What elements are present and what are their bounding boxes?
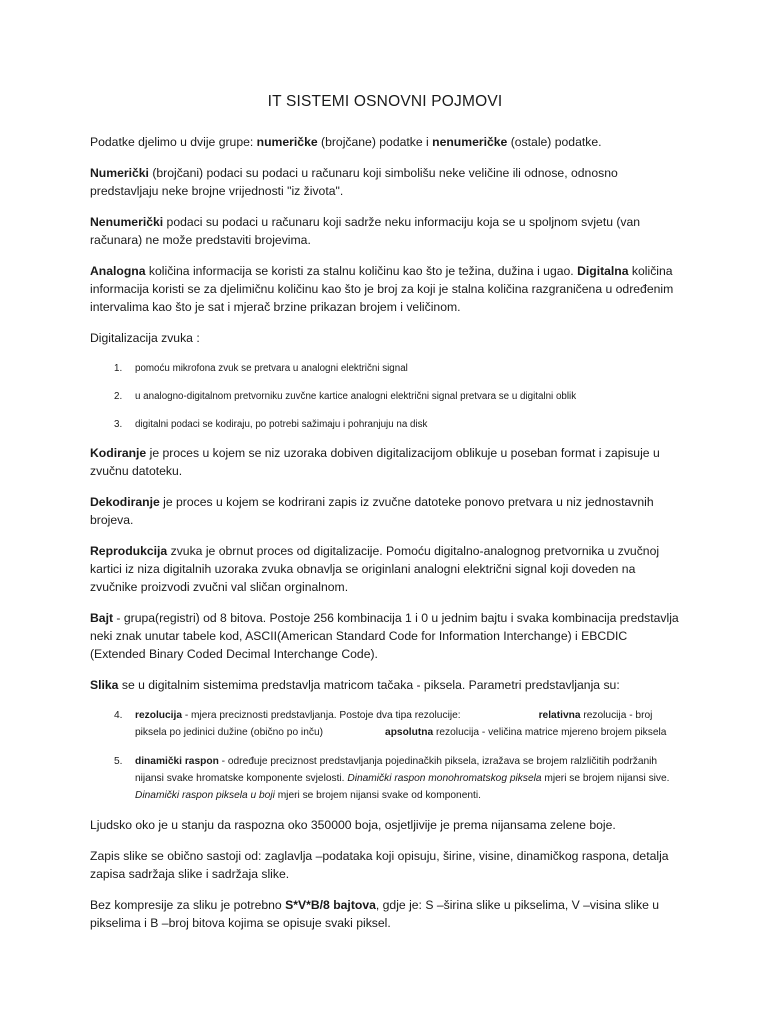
- text: je proces u kojem se kodrirani zapis iz zvučne datoteke ponovo pretvara u niz jednostavnih brojeva.: [90, 495, 654, 527]
- text: rezolucija - broj piksela po jedinici dužine (obično po inču): [135, 710, 653, 738]
- paragraph-slika: [90, 676, 680, 694]
- paragraph-numericki: [90, 164, 680, 200]
- text: (brojčani) podaci su podaci u računaru koji simbolišu neke veličine ili odnose, odnosno predstavljaju neke brojne vrijednosti "iz života".: [90, 166, 618, 198]
- term-dekodiranje: Dekodiranje: [90, 495, 160, 509]
- list-item-text: pomoću mikrofona zvuk se pretvara u analogni električni signal: [135, 363, 408, 374]
- paragraph-zapis-slike: Zapis slike se obično sastoji od: zaglavlja –podataka koji opisuju, širine, visine, dinamičkog raspona, detalja zapisa sadržaja slike i sadržaja slike.: [90, 849, 669, 881]
- text: - mjera preciznosti predstavljanja. Postoje dva tipa rezolucije:: [182, 710, 461, 721]
- text: količina informacija koristi se za djelimičnu količinu kao što je broj za koji je stalna količina razgraničena u određenim intervalima kao što je sat i mjerač brzine prikazan brojem i veličinom.: [90, 264, 674, 314]
- list-number: 2.: [114, 391, 123, 402]
- term-bajt: Bajt: [90, 611, 114, 625]
- list-number: 4.: [114, 710, 123, 721]
- list-item: [90, 707, 680, 741]
- paragraph-nenumericki: [90, 213, 680, 249]
- paragraph-reprodukcija: [90, 542, 680, 596]
- term-numericke: numeričke: [256, 135, 318, 149]
- text: - grupa(registri) od 8 bitova. Postoje 256 kombinacija 1 i 0 u jednim bajtu i svaka kombinacija predstavlja neki znak unutar tabele kod, ASCII(American Standard Code for Information Interchange) i EBCDIC (Extended Binary Coded Decimal Interchange Code).: [90, 611, 679, 661]
- text: (brojčane) podatke i: [317, 135, 433, 149]
- term-numericki: Numerički: [90, 166, 149, 180]
- text: Podatke djelimo u dvije grupe:: [90, 135, 257, 149]
- text: mjeri se brojem nijansi sive.: [541, 773, 670, 784]
- text: rezolucija - veličina matrice mjereno brojem piksela: [433, 727, 667, 738]
- list-number: 5.: [114, 756, 123, 767]
- term-dinamicki-raspon: dinamički raspon: [135, 756, 219, 767]
- text: je proces u kojem se niz uzoraka dobiven digitalizacijom oblikuje u poseban format i zapisuje u zvučnu datoteku.: [90, 446, 660, 478]
- text: , gdje je: S –širina slike u pikselima, V –visina slike u pikselima i B –broj bitova kojima se opisuje svaki piksel.: [90, 898, 660, 930]
- term-relativna: relativna: [538, 710, 581, 721]
- term-nenumericki: Nenumerički: [90, 215, 164, 229]
- page-title: IT SISTEMI OSNOVNI POJMOVI: [267, 93, 503, 110]
- term-digitalna: Digitalna: [577, 264, 629, 278]
- italic-text: Dinamički raspon piksela u boji: [135, 790, 275, 801]
- paragraph-ljudsko-oko: Ljudsko oko je u stanju da raspozna oko 350000 boja, osjetljivije je prema nijansama zelene boje.: [90, 818, 616, 832]
- list-item-text: digitalni podaci se kodiraju, po potrebi sažimaju i pohranjuju na disk: [135, 419, 428, 430]
- text: količina informacija se koristi za stalnu količinu kao što je težina, dužina i ugao.: [145, 264, 578, 278]
- list-number: 1.: [114, 363, 123, 374]
- list-number: 3.: [114, 419, 123, 430]
- italic-text: Dinamički raspon monohromatskog piksela: [347, 773, 542, 784]
- text: - određuje preciznost predstavljanja pojedinačkih piksela, izražava se brojem ralzličitih podržanih nijansi svake hromatske komponente svjelosti.: [135, 756, 658, 784]
- term-analogna: Analogna: [90, 264, 146, 278]
- list-item: [90, 416, 680, 433]
- text: zvuka je obrnut proces od digitalizacije. Pomoću digitalno-analognog pretvornika u zvučnoj kartici iz niza digitalnih uzoraka zvuka obnavlja se originlani analogni električni signal koji doveden na zvučnike proizvodi zvučni val sličan orginalnom.: [90, 544, 660, 594]
- text: podaci su podaci u računaru koji sadrže neku informaciju koja se u spoljnom svjetu (van računara) ne može predstaviti brojevima.: [90, 215, 641, 247]
- text: se u digitalnim sistemima predstavlja matricom tačaka - piksela. Parametri predstavljanja su:: [118, 678, 620, 692]
- paragraph-digitalizacija-heading: Digitalizacija zvuka :: [90, 331, 200, 345]
- paragraph-analogna-digitalna: [90, 262, 680, 316]
- term-reprodukcija: Reprodukcija: [90, 544, 168, 558]
- text: mjeri se brojem nijansi svake od komponenti.: [274, 790, 481, 801]
- list-item: [90, 360, 680, 377]
- image-parameters-list: [90, 707, 680, 804]
- formula: S*V*B/8 bajtova: [285, 898, 376, 912]
- term-apsolutna: apsolutna: [385, 727, 434, 738]
- paragraph-kodiranje: [90, 444, 680, 480]
- paragraph-kompresija: [90, 896, 680, 932]
- term-kodiranje: Kodiranje: [90, 446, 147, 460]
- digitization-steps-list: [90, 360, 680, 433]
- text: (ostale) podatke.: [507, 135, 602, 149]
- list-item: [90, 388, 680, 405]
- list-item: [90, 753, 680, 804]
- paragraph-bajt: [90, 609, 680, 663]
- paragraph-dekodiranje: [90, 493, 680, 529]
- text: Bez kompresije za sliku je potrebno: [90, 898, 286, 912]
- list-item-text: u analogno-digitalnom pretvorniku zuvčne kartice analogni električni signal pretvara se u digitalni oblik: [135, 391, 577, 402]
- paragraph-data-groups: [90, 133, 680, 151]
- term-rezolucija: rezolucija: [135, 710, 182, 721]
- term-nenumericke: nenumeričke: [432, 135, 508, 149]
- term-slika: Slika: [90, 678, 119, 692]
